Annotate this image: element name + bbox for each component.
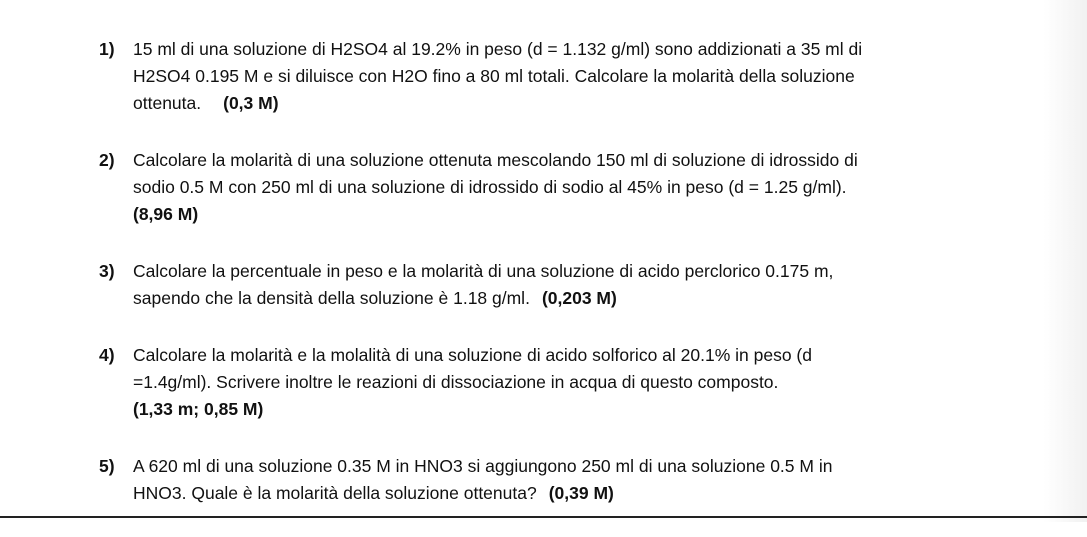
problem-text-line: A 620 ml di una soluzione 0.35 M in HNO3 si aggiungono 250 ml di una soluzione 0.5 M in xyxy=(133,456,833,476)
answer: (1,33 m; 0,85 M) xyxy=(133,399,264,419)
answer: (0,3 M) xyxy=(223,93,279,113)
problem-number: 4) xyxy=(99,345,115,365)
problem-text: sapendo che la densità della soluzione è 1.18 g/ml. xyxy=(133,288,530,308)
problem-number: 1) xyxy=(99,39,115,59)
problem-text-line: sodio 0.5 M con 250 ml di una soluzione di idrossido di sodio al 45% in peso (d = 1.25 g/ml). xyxy=(133,177,847,197)
problem-text-line: Calcolare la percentuale in peso e la molarità di una soluzione di acido perclorico 0.175 m, xyxy=(133,261,834,281)
problem-text: ottenuta. xyxy=(133,93,202,113)
problem-text-line: Calcolare la molarità di una soluzione ottenuta mescolando 150 ml di soluzione di idrossido di xyxy=(133,150,858,170)
problem-text-line-with-answer xyxy=(133,90,1059,117)
answer: (0,39 M) xyxy=(548,483,614,503)
problem-text-line-with-answer xyxy=(133,480,1059,507)
problem-number: 3) xyxy=(99,261,115,281)
answer: (8,96 M) xyxy=(133,204,199,224)
answer: (0,203 M) xyxy=(541,288,617,308)
problem-text: HNO3. Quale è la molarità della soluzione ottenuta? xyxy=(133,483,537,503)
problem-4 xyxy=(99,342,1059,423)
problem-1 xyxy=(99,36,1059,117)
problem-number: 2) xyxy=(99,150,115,170)
problem-5 xyxy=(99,453,1059,507)
problem-number: 5) xyxy=(99,456,115,476)
problem-text-line: Calcolare la molarità e la molalità di una soluzione di acido solforico al 20.1% in peso (d xyxy=(133,345,812,365)
problem-text-line-with-answer xyxy=(133,285,1059,312)
problem-3 xyxy=(99,258,1059,312)
problem-text-line: H2SO4 0.195 M e si diluisce con H2O fino a 80 ml totali. Calcolare la molarità della soluzione xyxy=(133,66,855,86)
page-bottom-rule xyxy=(0,516,1087,518)
problem-2 xyxy=(99,147,1059,228)
problem-text-line: 15 ml di una soluzione di H2SO4 al 19.2% in peso (d = 1.132 g/ml) sono addizionati a 35 ml di xyxy=(133,39,863,59)
problem-list xyxy=(99,36,1059,537)
problem-text-line: =1.4g/ml). Scrivere inoltre le reazioni di dissociazione in acqua di questo composto. xyxy=(133,372,779,392)
